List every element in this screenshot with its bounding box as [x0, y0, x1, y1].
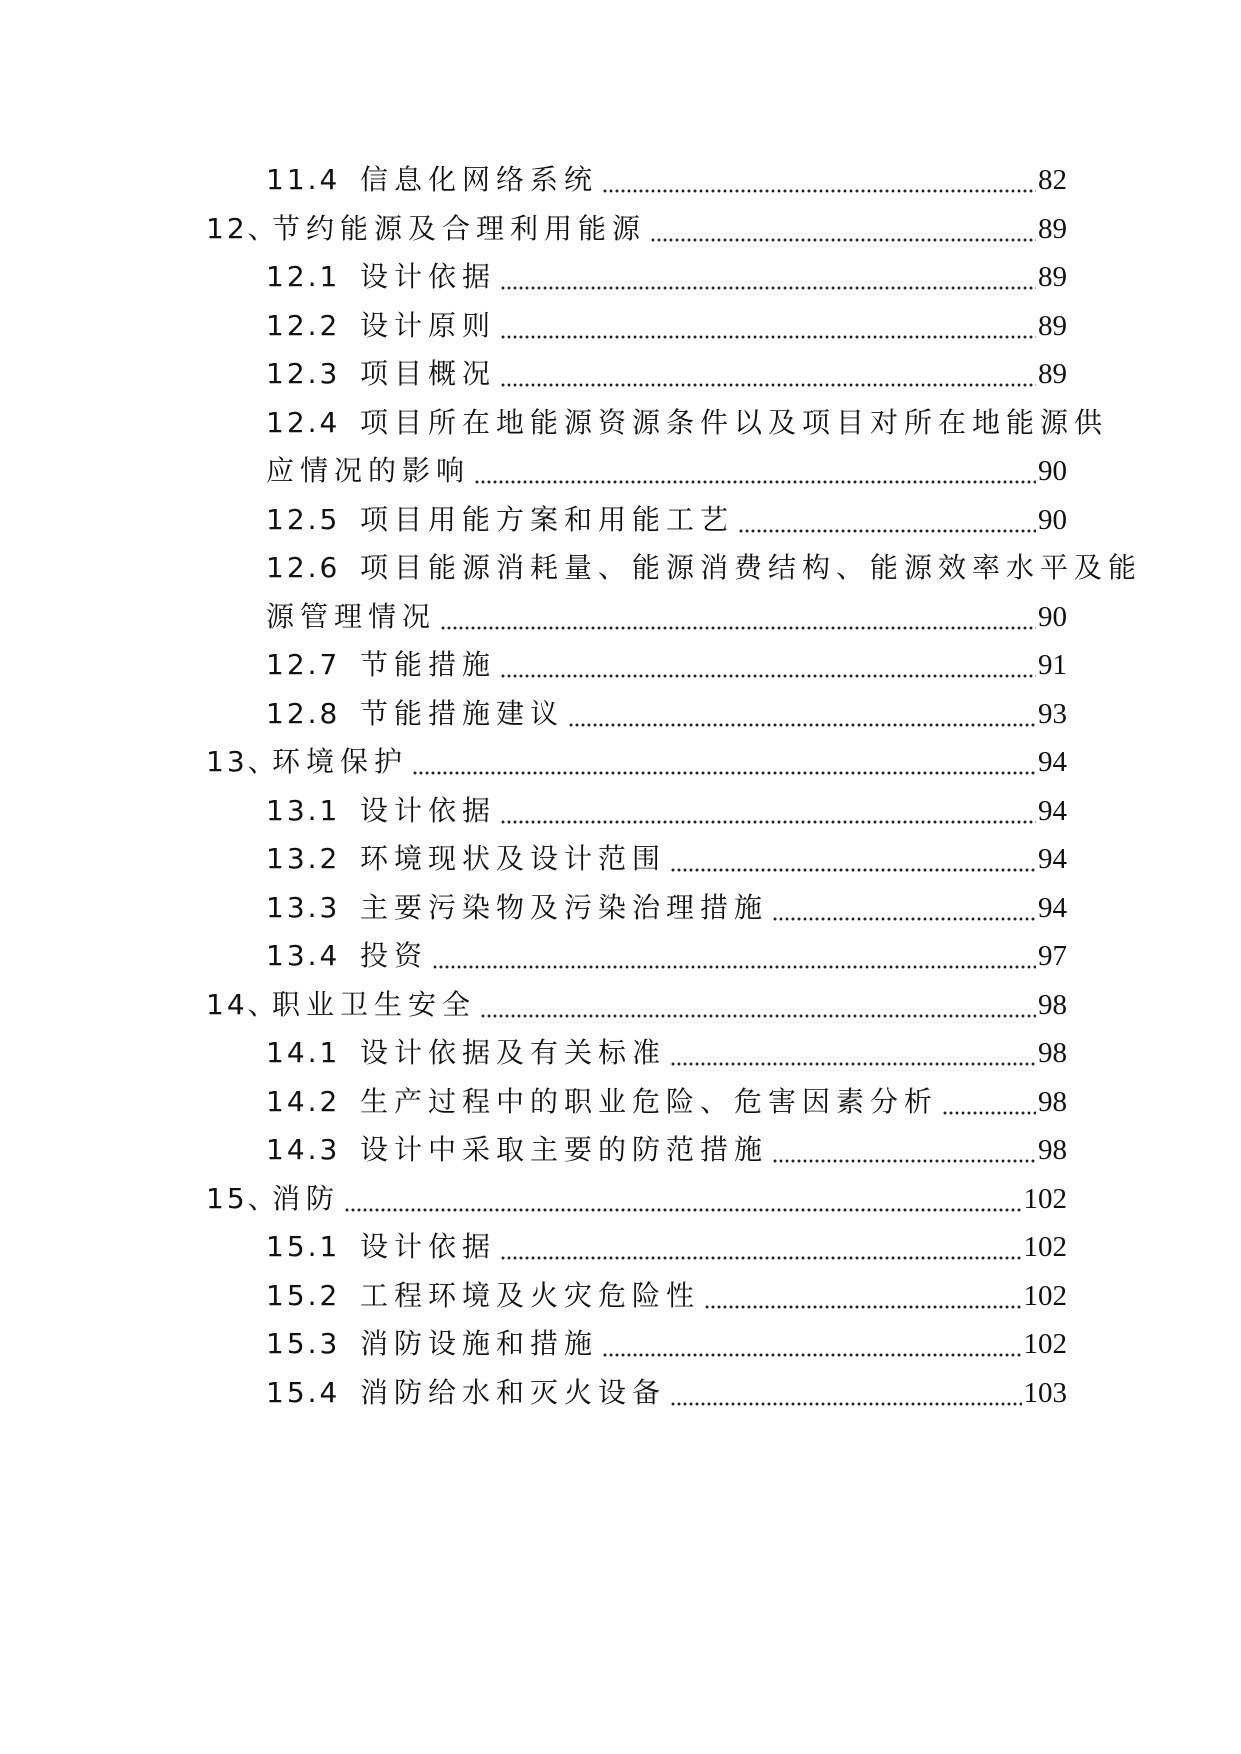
- toc-entry-title: 设计原则: [360, 308, 497, 342]
- toc-section-entry[interactable]: [0, 546, 1241, 590]
- toc-section-entry[interactable]: [0, 352, 1241, 396]
- toc-entry-title: 项目用能方案和用能工艺: [360, 502, 735, 536]
- toc-page-number: 82: [1038, 164, 1067, 196]
- toc-page-number: 102: [1023, 1328, 1067, 1360]
- toc-section-entry[interactable]: [0, 1225, 1241, 1269]
- toc-entry-number: 15.2: [266, 1278, 341, 1312]
- toc-section-entry[interactable]: [0, 886, 1241, 930]
- toc-dot-leader: [500, 255, 1036, 299]
- toc-entry-title: 项目能源消耗量、能源消费结构、能源效率水平及能: [360, 551, 1143, 584]
- toc-entry-title: 源管理情况: [266, 599, 437, 633]
- toc-entry-number: 13.1: [266, 793, 341, 827]
- toc-section-entry[interactable]: [0, 934, 1241, 978]
- toc-section-entry[interactable]: [0, 304, 1241, 348]
- toc-entry-number: 14、: [206, 987, 279, 1021]
- toc-entry-number: 12.5: [266, 502, 341, 536]
- toc-section-entry[interactable]: [0, 255, 1241, 299]
- toc-dot-leader: [440, 595, 1036, 639]
- toc-section-entry[interactable]: [0, 789, 1241, 833]
- toc-page-number: 90: [1038, 455, 1067, 487]
- toc-dot-leader: [602, 158, 1036, 202]
- toc-entry-title: 项目概况: [360, 357, 497, 390]
- toc-page-number: 89: [1038, 261, 1067, 293]
- toc-entry-number: 15.3: [266, 1327, 341, 1360]
- toc-page-number: 94: [1038, 891, 1067, 924]
- toc-section-entry[interactable]: [0, 449, 1241, 493]
- toc-entry-title: 消防给水和灭火设备: [360, 1375, 667, 1409]
- toc-section-entry[interactable]: [0, 498, 1241, 542]
- toc-page-number: 98: [1038, 1037, 1067, 1069]
- toc-chapter-entry[interactable]: [0, 983, 1241, 1027]
- toc-entry-title: 节能措施建议: [360, 696, 565, 730]
- toc-page-number: 94: [1038, 794, 1067, 827]
- toc-entry-number: 12.4: [266, 405, 341, 439]
- toc-page-number: 93: [1038, 697, 1067, 730]
- toc-entry-number: 12.6: [266, 551, 341, 584]
- toc-page-number: 89: [1038, 212, 1067, 245]
- toc-entry-title: 工程环境及火灾危险性: [360, 1278, 701, 1312]
- toc-entry-number: 12.3: [266, 357, 341, 390]
- toc-page-number: 91: [1038, 649, 1067, 681]
- toc-dot-leader: [772, 1128, 1036, 1172]
- toc-section-entry[interactable]: [0, 1128, 1241, 1172]
- toc-chapter-entry[interactable]: [0, 740, 1241, 784]
- toc-page-number: 102: [1023, 1279, 1067, 1312]
- toc-dot-leader: [412, 740, 1036, 784]
- toc-entry-number: 13.4: [266, 939, 341, 972]
- toc-section-entry[interactable]: [0, 1031, 1241, 1075]
- toc-dot-leader: [704, 1274, 1021, 1318]
- toc-section-entry[interactable]: [0, 1274, 1241, 1318]
- toc-entry-title: 投资: [360, 939, 429, 972]
- toc-entry-number: 11.4: [266, 163, 341, 196]
- toc-entry-title: 主要污染物及污染治理措施: [360, 890, 769, 924]
- toc-entry-title: 设计依据: [360, 1230, 497, 1263]
- toc-chapter-entry[interactable]: [0, 207, 1241, 251]
- toc-entry-title: 信息化网络系统: [360, 163, 599, 196]
- toc-section-entry[interactable]: [0, 401, 1241, 445]
- toc-section-entry[interactable]: [0, 692, 1241, 736]
- toc-dot-leader: [500, 1225, 1021, 1269]
- toc-entry-number: 12.8: [266, 696, 341, 730]
- toc-dot-leader: [650, 207, 1036, 251]
- toc-entry-number: 12.2: [266, 308, 341, 342]
- toc-dot-leader: [500, 643, 1036, 687]
- toc-dot-leader: [500, 304, 1036, 348]
- toc-entry-number: 14.2: [266, 1084, 341, 1118]
- toc-entry-number: 14.1: [266, 1036, 341, 1069]
- toc-dot-leader: [500, 352, 1036, 396]
- toc-page-number: 97: [1038, 940, 1067, 972]
- toc-entry-title: 设计依据: [360, 793, 497, 827]
- toc-entry-title: 环境保护: [272, 745, 409, 778]
- toc-page-number: 98: [1038, 1134, 1067, 1166]
- toc-dot-leader: [670, 1371, 1021, 1415]
- toc-entry-number: 15、: [206, 1181, 279, 1215]
- toc-dot-leader: [670, 1031, 1036, 1075]
- toc-entry-title: 设计中采取主要的防范措施: [360, 1133, 769, 1166]
- toc-page-number: 89: [1038, 309, 1067, 342]
- toc-section-entry[interactable]: [0, 158, 1241, 202]
- toc-entry-title: 环境现状及设计范围: [360, 842, 667, 875]
- toc-dot-leader: [772, 886, 1036, 930]
- toc-dot-leader: [344, 1177, 1021, 1221]
- toc-dot-leader: [500, 789, 1036, 833]
- toc-dot-leader: [670, 837, 1036, 881]
- toc-page-number: 89: [1038, 358, 1067, 390]
- toc-page-number: 103: [1023, 1376, 1067, 1409]
- toc-section-entry[interactable]: [0, 643, 1241, 687]
- toc-entry-title: 节能措施: [360, 648, 497, 681]
- toc-entry-number: 13.3: [266, 890, 341, 924]
- toc-entry-number: 12.7: [266, 648, 341, 681]
- toc-page-number: 94: [1038, 843, 1067, 875]
- toc-dot-leader: [432, 934, 1036, 978]
- toc-section-entry[interactable]: [0, 1322, 1241, 1366]
- toc-section-entry[interactable]: [0, 595, 1241, 639]
- toc-entry-title: 消防设施和措施: [360, 1327, 599, 1360]
- toc-page-number: 98: [1038, 988, 1067, 1021]
- toc-entry-title: 职业卫生安全: [272, 987, 477, 1021]
- toc-section-entry[interactable]: [0, 1371, 1241, 1415]
- toc-entry-title: 节约能源及合理利用能源: [272, 211, 647, 245]
- toc-dot-leader: [474, 449, 1036, 493]
- toc-dot-leader: [568, 692, 1036, 736]
- toc-entry-number: 14.3: [266, 1133, 341, 1166]
- toc-dot-leader: [602, 1322, 1021, 1366]
- toc-entry-title: 生产过程中的职业危险、危害因素分析: [360, 1084, 939, 1118]
- toc-entry-title: 应情况的影响: [266, 454, 471, 487]
- toc-entry-number: 13、: [206, 745, 279, 778]
- toc-dot-leader: [942, 1080, 1036, 1124]
- toc-entry-number: 13.2: [266, 842, 341, 875]
- toc-page-number: 102: [1023, 1182, 1067, 1215]
- toc-section-entry[interactable]: [0, 1080, 1241, 1124]
- toc-page-number: 90: [1038, 600, 1067, 633]
- toc-page-number: 90: [1038, 503, 1067, 536]
- toc-chapter-entry[interactable]: [0, 1177, 1241, 1221]
- toc-entry-title: 消防: [272, 1181, 341, 1215]
- toc-entry-title: 项目所在地能源资源条件以及项目对所在地能源供: [360, 405, 1109, 439]
- toc-page-number: 94: [1038, 746, 1067, 778]
- toc-page-number: 98: [1038, 1085, 1067, 1118]
- toc-entry-title: 设计依据及有关标准: [360, 1036, 667, 1069]
- toc-entry-number: 12、: [206, 211, 279, 245]
- toc-dot-leader: [738, 498, 1036, 542]
- toc-entry-title: 设计依据: [360, 260, 497, 293]
- toc-page-number: 102: [1023, 1231, 1067, 1263]
- toc-dot-leader: [480, 983, 1036, 1027]
- toc-entry-number: 15.1: [266, 1230, 341, 1263]
- toc-entry-number: 15.4: [266, 1375, 341, 1409]
- toc-entry-number: 12.1: [266, 260, 341, 293]
- toc-section-entry[interactable]: [0, 837, 1241, 881]
